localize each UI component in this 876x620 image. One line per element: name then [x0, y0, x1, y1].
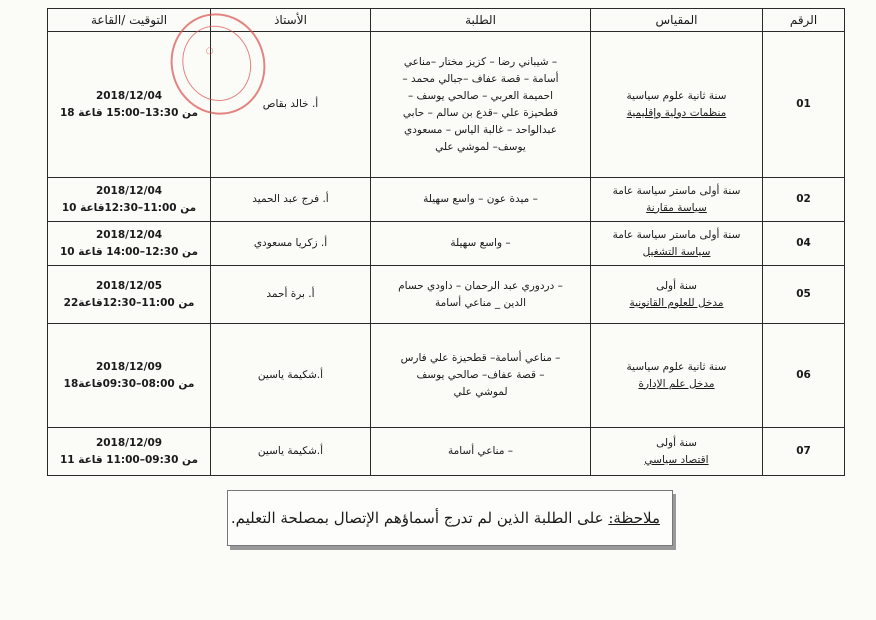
- student-names-line: احميمة العربي – صالحي يوسف –: [407, 89, 554, 102]
- student-names-line: – مناعي أسامة: [447, 445, 514, 457]
- subject-cell: [591, 266, 763, 324]
- time-room-cell: [48, 266, 211, 324]
- student-names-line: – دردوري عبد الرحمان – داودي حسام: [398, 279, 563, 292]
- row-number: 02: [763, 178, 845, 222]
- subject-name: مدخل للعلوم القانونية: [629, 296, 724, 309]
- table-row: [48, 266, 845, 324]
- subject-level: سنة أولى ماستر سياسة عامة: [612, 228, 741, 241]
- row-number: 06: [763, 324, 845, 428]
- row-number: 04: [763, 222, 845, 266]
- subject-cell: [591, 324, 763, 428]
- professor-cell: أ. برة أحمد: [211, 266, 371, 324]
- subject-name: سياسة التشغيل: [642, 245, 711, 258]
- subject-cell: [591, 32, 763, 178]
- exam-date: 2018/12/04: [95, 89, 163, 102]
- subject-level: سنة أولى: [656, 279, 697, 292]
- student-names-line: – شيباني رضا – كزيز مختار –مناعي: [403, 55, 558, 68]
- header-num: الرقم: [763, 9, 845, 32]
- stamp-emblem: ⬡: [204, 45, 216, 58]
- exam-date: 2018/12/04: [95, 184, 163, 197]
- row-number: 05: [763, 266, 845, 324]
- subject-name: منظمات دولية وإقليمية: [626, 106, 727, 119]
- professor-cell: أ. زكريا مسعودي: [211, 222, 371, 266]
- note-label: ملاحظة:: [608, 509, 660, 527]
- exam-time-room: من 11:00–12:30قاعة22: [63, 296, 195, 309]
- header-students: الطلبة: [371, 9, 591, 32]
- header-time: التوقيت /القاعة: [48, 9, 211, 32]
- exam-time-room: من 12:30–14:00 قاعة 10: [59, 245, 199, 258]
- subject-level: سنة أولى ماستر سياسة عامة: [612, 184, 741, 197]
- table-row: [48, 32, 845, 178]
- student-names-line: – قصة عفاف– صالحي يوسف: [416, 369, 545, 381]
- professor-cell: أ.شكيمة ياسين: [211, 324, 371, 428]
- professor-cell: أ. فرج عبد الحميد: [211, 178, 371, 222]
- exam-date: 2018/12/05: [95, 279, 163, 292]
- students-cell: [371, 32, 591, 178]
- student-names-line: – واسع سهيلة: [450, 237, 511, 249]
- table-row: [48, 222, 845, 266]
- student-names-line: – مناعي أسامة– قطحيزة علي فارس: [400, 352, 561, 364]
- students-cell: [371, 324, 591, 428]
- exam-date: 2018/12/04: [95, 228, 163, 241]
- exam-time-room: من 13:30–15:00 قاعة 18: [59, 106, 199, 119]
- students-cell: [371, 428, 591, 476]
- table-row: [48, 178, 845, 222]
- row-number: 07: [763, 428, 845, 476]
- subject-name: مدخل علم الإدارة: [638, 377, 715, 390]
- student-names-line: قطحيزة علي –قدع بن سالم – حابي: [402, 106, 559, 119]
- professor-cell: أ.شكيمة ياسين: [211, 428, 371, 476]
- student-names-line: أسامة – قصة عفاف –جبالي محمد –: [402, 72, 559, 85]
- student-names-line: لموشي علي: [453, 386, 508, 398]
- exam-date: 2018/12/09: [95, 436, 163, 449]
- students-cell: [371, 266, 591, 324]
- note-box: [227, 490, 673, 546]
- time-room-cell: [48, 428, 211, 476]
- header-professor: الأستاذ: [211, 9, 371, 32]
- subject-cell: [591, 428, 763, 476]
- student-names-line: عبدالواحد – غالبة الياس – مسعودي: [404, 123, 557, 136]
- table-row: [48, 324, 845, 428]
- row-number: 01: [763, 32, 845, 178]
- student-names-line: الدين _ مناعي أسامة: [435, 296, 526, 309]
- students-cell: [371, 178, 591, 222]
- subject-name: اقتصاد سياسي: [644, 453, 709, 466]
- schedule-table: [47, 8, 845, 476]
- subject-level: سنة ثانية علوم سياسية: [626, 360, 727, 373]
- subject-level: سنة ثانية علوم سياسية: [626, 89, 727, 102]
- header-subject: المقياس: [591, 9, 763, 32]
- note-text: على الطلبة الذين لم تدرج أسماؤهم الإتصال بمصلحة التعليم.: [230, 509, 609, 527]
- exam-time-room: من 09:30–11:00 قاعة 11: [59, 453, 199, 466]
- time-room-cell: [48, 178, 211, 222]
- student-names-line: – ميدة عون – واسع سهيلة: [423, 193, 538, 205]
- subject-cell: [591, 222, 763, 266]
- professor-cell: أ. خالد بقاص: [211, 32, 371, 178]
- subject-level: سنة أولى: [656, 436, 697, 449]
- table-header-row: [48, 9, 845, 32]
- students-cell: [371, 222, 591, 266]
- time-room-cell: [48, 324, 211, 428]
- time-room-cell: [48, 222, 211, 266]
- exam-time-room: من 11:00–12:30قاعة 10: [61, 201, 197, 214]
- student-names-line: يوسف– لموشي علي: [435, 140, 526, 153]
- subject-cell: [591, 178, 763, 222]
- exam-date: 2018/12/09: [95, 360, 163, 373]
- table-row: [48, 428, 845, 476]
- exam-time-room: من 08:00–09:30قاعة18: [63, 377, 195, 390]
- subject-name: سياسة مقارنة: [646, 201, 707, 214]
